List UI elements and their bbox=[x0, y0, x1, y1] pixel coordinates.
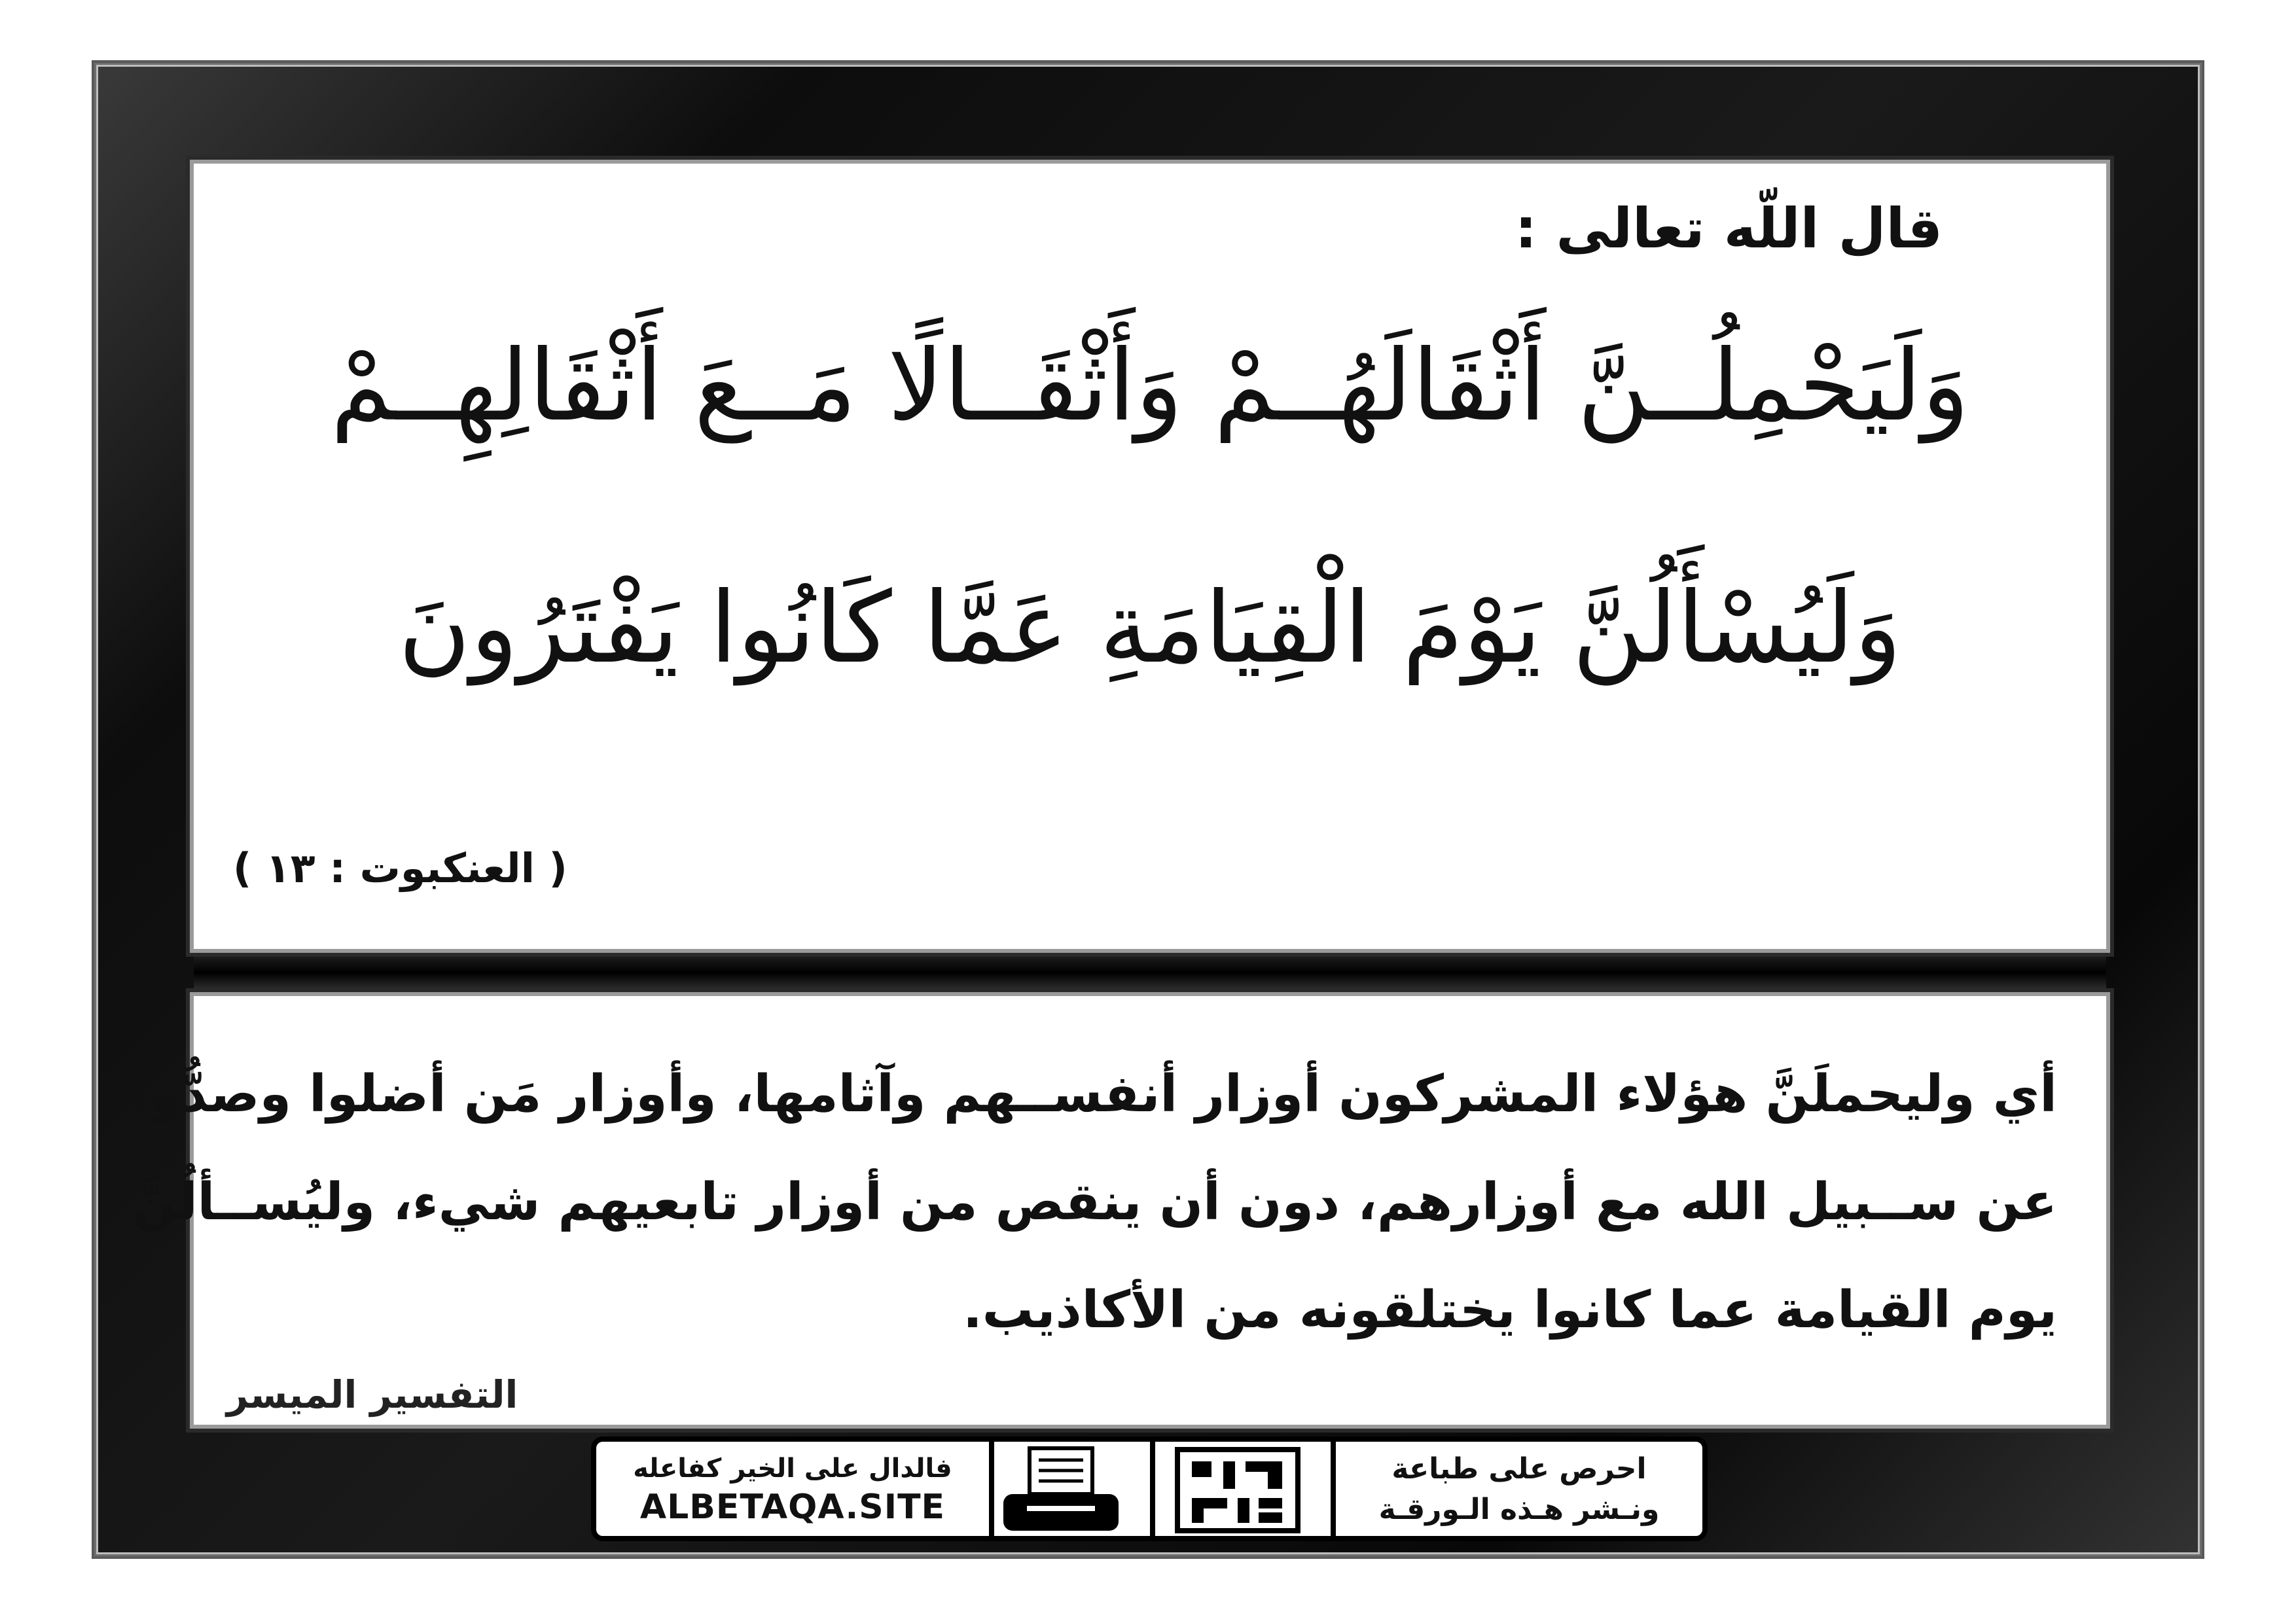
frame-divider bbox=[194, 957, 2106, 988]
tafsir-panel bbox=[131, 996, 2106, 1425]
footer-separator bbox=[1331, 1442, 1336, 1536]
intro-heading: قال اللّه تعالى : bbox=[1515, 196, 1943, 260]
footer-appeal-line-2: ونـشر هـذه الـورقـة bbox=[1378, 1493, 1660, 1526]
verse-line-2: وَلَيُسْأَلُنَّ يَوْمَ الْقِيَامَةِ عَمَّا كَانُوا يَفْتَرُونَ bbox=[398, 571, 1902, 685]
dawa-waraqa-logo-icon bbox=[1172, 1444, 1303, 1536]
footer-separator bbox=[989, 1442, 994, 1536]
footer-site-link[interactable]: ALBETAQA.SITE bbox=[639, 1488, 946, 1527]
verse-panel bbox=[194, 164, 2106, 949]
tafsir-source: التفسير الميسر bbox=[226, 1372, 518, 1417]
tafsir-line-3: يوم القيامة عما كانوا يختلقونه من الأكاذيب. bbox=[963, 1281, 2057, 1340]
footer-bar bbox=[591, 1436, 1708, 1541]
surah-reference: ( العنكبوت : ١٣ ) bbox=[233, 844, 567, 892]
footer-proverb: فالدال على الخير كفاعله bbox=[633, 1454, 952, 1484]
footer-appeal-line-1: احرص على طباعة bbox=[1391, 1452, 1647, 1486]
footer-site-block bbox=[596, 1442, 989, 1536]
footer-print-appeal bbox=[1336, 1442, 1702, 1536]
printer-icon bbox=[996, 1446, 1126, 1535]
verse-line-1: وَلَيَحْمِلُــنَّ أَثْقَالَهُــمْ وَأَثْقَــالًا مَــعَ أَثْقَالِهِــمْ bbox=[331, 329, 1969, 443]
tafsir-line-1: أي وليحملَنَّ هؤلاء المشركون أوزار أنفســهم وآثامها، وأوزار مَن أضلوا وصدُّوا bbox=[131, 1065, 2057, 1124]
footer-separator bbox=[1150, 1442, 1155, 1536]
tafsir-line-2: عن ســبيل الله مع أوزارهم، دون أن ينقص من أوزار تابعيهم شيء، وليُســألُنَّ bbox=[132, 1173, 2057, 1232]
